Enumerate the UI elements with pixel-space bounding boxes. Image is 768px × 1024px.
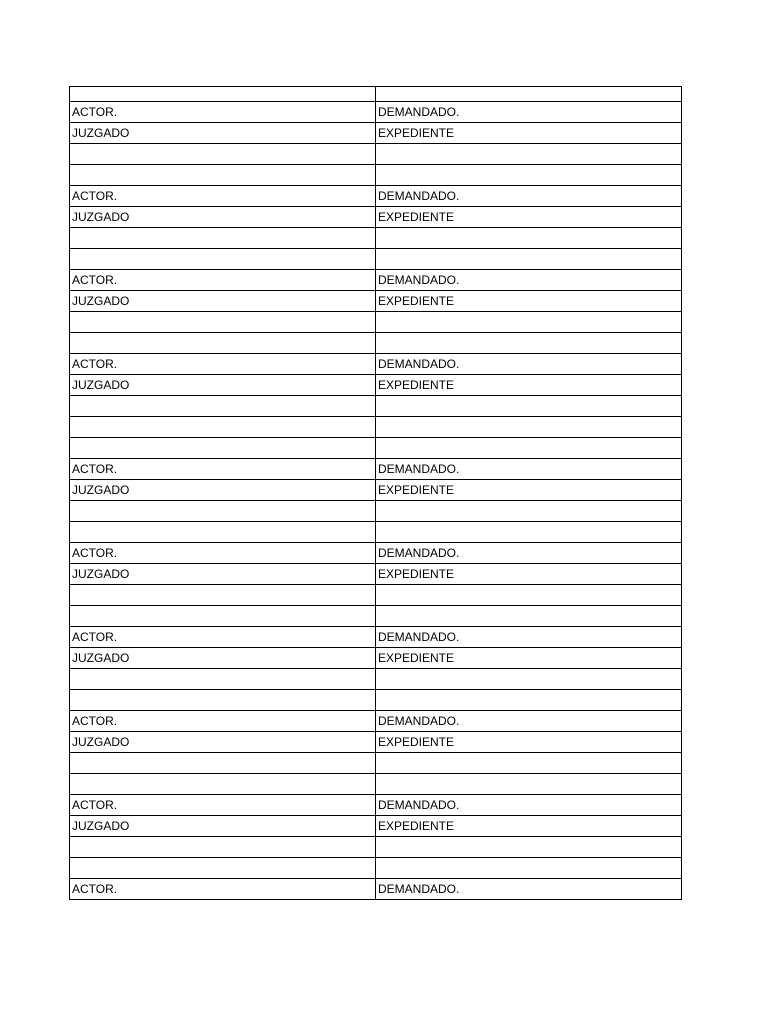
right-cell: DEMANDADO. (376, 711, 682, 732)
table-row (70, 732, 682, 753)
right-cell: DEMANDADO. (376, 186, 682, 207)
table-row (70, 144, 682, 165)
table-row (70, 606, 682, 627)
right-cell: EXPEDIENTE (376, 816, 682, 837)
table-row (70, 87, 682, 102)
right-cell: EXPEDIENTE (376, 123, 682, 144)
left-cell: JUZGADO (70, 480, 376, 501)
left-cell (70, 249, 376, 270)
table-row (70, 522, 682, 543)
table-row (70, 186, 682, 207)
left-cell (70, 669, 376, 690)
right-cell: DEMANDADO. (376, 543, 682, 564)
table-row (70, 417, 682, 438)
left-cell (70, 501, 376, 522)
right-cell: EXPEDIENTE (376, 564, 682, 585)
right-cell (376, 585, 682, 606)
left-cell: ACTOR. (70, 186, 376, 207)
left-cell (70, 858, 376, 879)
right-cell: DEMANDADO. (376, 270, 682, 291)
table-row (70, 207, 682, 228)
table-row (70, 312, 682, 333)
left-cell (70, 837, 376, 858)
table-row (70, 585, 682, 606)
table-row (70, 711, 682, 732)
table-row (70, 249, 682, 270)
left-cell: ACTOR. (70, 627, 376, 648)
table-row (70, 165, 682, 186)
right-cell (376, 753, 682, 774)
left-cell: ACTOR. (70, 270, 376, 291)
left-cell: JUZGADO (70, 564, 376, 585)
left-cell: ACTOR. (70, 879, 376, 900)
right-cell (376, 774, 682, 795)
left-cell: JUZGADO (70, 291, 376, 312)
table-row (70, 480, 682, 501)
table-row (70, 564, 682, 585)
left-cell (70, 396, 376, 417)
table-row (70, 102, 682, 123)
left-cell: ACTOR. (70, 459, 376, 480)
right-cell: DEMANDADO. (376, 795, 682, 816)
left-cell: JUZGADO (70, 375, 376, 396)
table-row (70, 396, 682, 417)
table-row (70, 291, 682, 312)
left-cell (70, 144, 376, 165)
right-cell (376, 228, 682, 249)
right-cell: EXPEDIENTE (376, 291, 682, 312)
left-cell: ACTOR. (70, 711, 376, 732)
left-cell: JUZGADO (70, 207, 376, 228)
table-row (70, 354, 682, 375)
right-cell: DEMANDADO. (376, 102, 682, 123)
table-row (70, 648, 682, 669)
right-cell: EXPEDIENTE (376, 648, 682, 669)
right-cell (376, 522, 682, 543)
table-row (70, 795, 682, 816)
right-cell (376, 501, 682, 522)
left-cell (70, 438, 376, 459)
right-cell (376, 333, 682, 354)
right-cell (376, 396, 682, 417)
table-row (70, 333, 682, 354)
table-row (70, 690, 682, 711)
right-cell (376, 144, 682, 165)
table-row (70, 228, 682, 249)
table-row (70, 123, 682, 144)
left-cell: ACTOR. (70, 543, 376, 564)
right-cell (376, 87, 682, 102)
left-cell: JUZGADO (70, 123, 376, 144)
right-cell: EXPEDIENTE (376, 375, 682, 396)
right-cell (376, 690, 682, 711)
left-cell: ACTOR. (70, 102, 376, 123)
right-cell (376, 249, 682, 270)
right-cell (376, 606, 682, 627)
left-cell: ACTOR. (70, 795, 376, 816)
left-cell (70, 690, 376, 711)
right-cell (376, 312, 682, 333)
table-row (70, 459, 682, 480)
left-cell (70, 522, 376, 543)
table-row (70, 669, 682, 690)
table-row (70, 543, 682, 564)
left-cell (70, 774, 376, 795)
right-cell: DEMANDADO. (376, 879, 682, 900)
left-cell (70, 606, 376, 627)
right-cell: DEMANDADO. (376, 459, 682, 480)
left-cell: ACTOR. (70, 354, 376, 375)
left-cell (70, 165, 376, 186)
left-cell (70, 585, 376, 606)
case-table (69, 86, 682, 900)
table-row (70, 375, 682, 396)
right-cell (376, 165, 682, 186)
left-cell (70, 228, 376, 249)
right-cell (376, 438, 682, 459)
table-row (70, 627, 682, 648)
right-cell (376, 417, 682, 438)
table-row (70, 858, 682, 879)
table-row (70, 753, 682, 774)
table-row (70, 501, 682, 522)
left-cell (70, 87, 376, 102)
table-row (70, 879, 682, 900)
case-table-body (70, 87, 682, 900)
right-cell: EXPEDIENTE (376, 732, 682, 753)
left-cell: JUZGADO (70, 648, 376, 669)
right-cell: DEMANDADO. (376, 354, 682, 375)
table-row (70, 816, 682, 837)
right-cell: EXPEDIENTE (376, 207, 682, 228)
left-cell (70, 312, 376, 333)
left-cell: JUZGADO (70, 816, 376, 837)
table-row (70, 438, 682, 459)
right-cell: EXPEDIENTE (376, 480, 682, 501)
right-cell (376, 858, 682, 879)
right-cell: DEMANDADO. (376, 627, 682, 648)
table-row (70, 837, 682, 858)
table-row (70, 270, 682, 291)
left-cell (70, 753, 376, 774)
left-cell (70, 417, 376, 438)
left-cell (70, 333, 376, 354)
right-cell (376, 837, 682, 858)
right-cell (376, 669, 682, 690)
table-row (70, 774, 682, 795)
left-cell: JUZGADO (70, 732, 376, 753)
